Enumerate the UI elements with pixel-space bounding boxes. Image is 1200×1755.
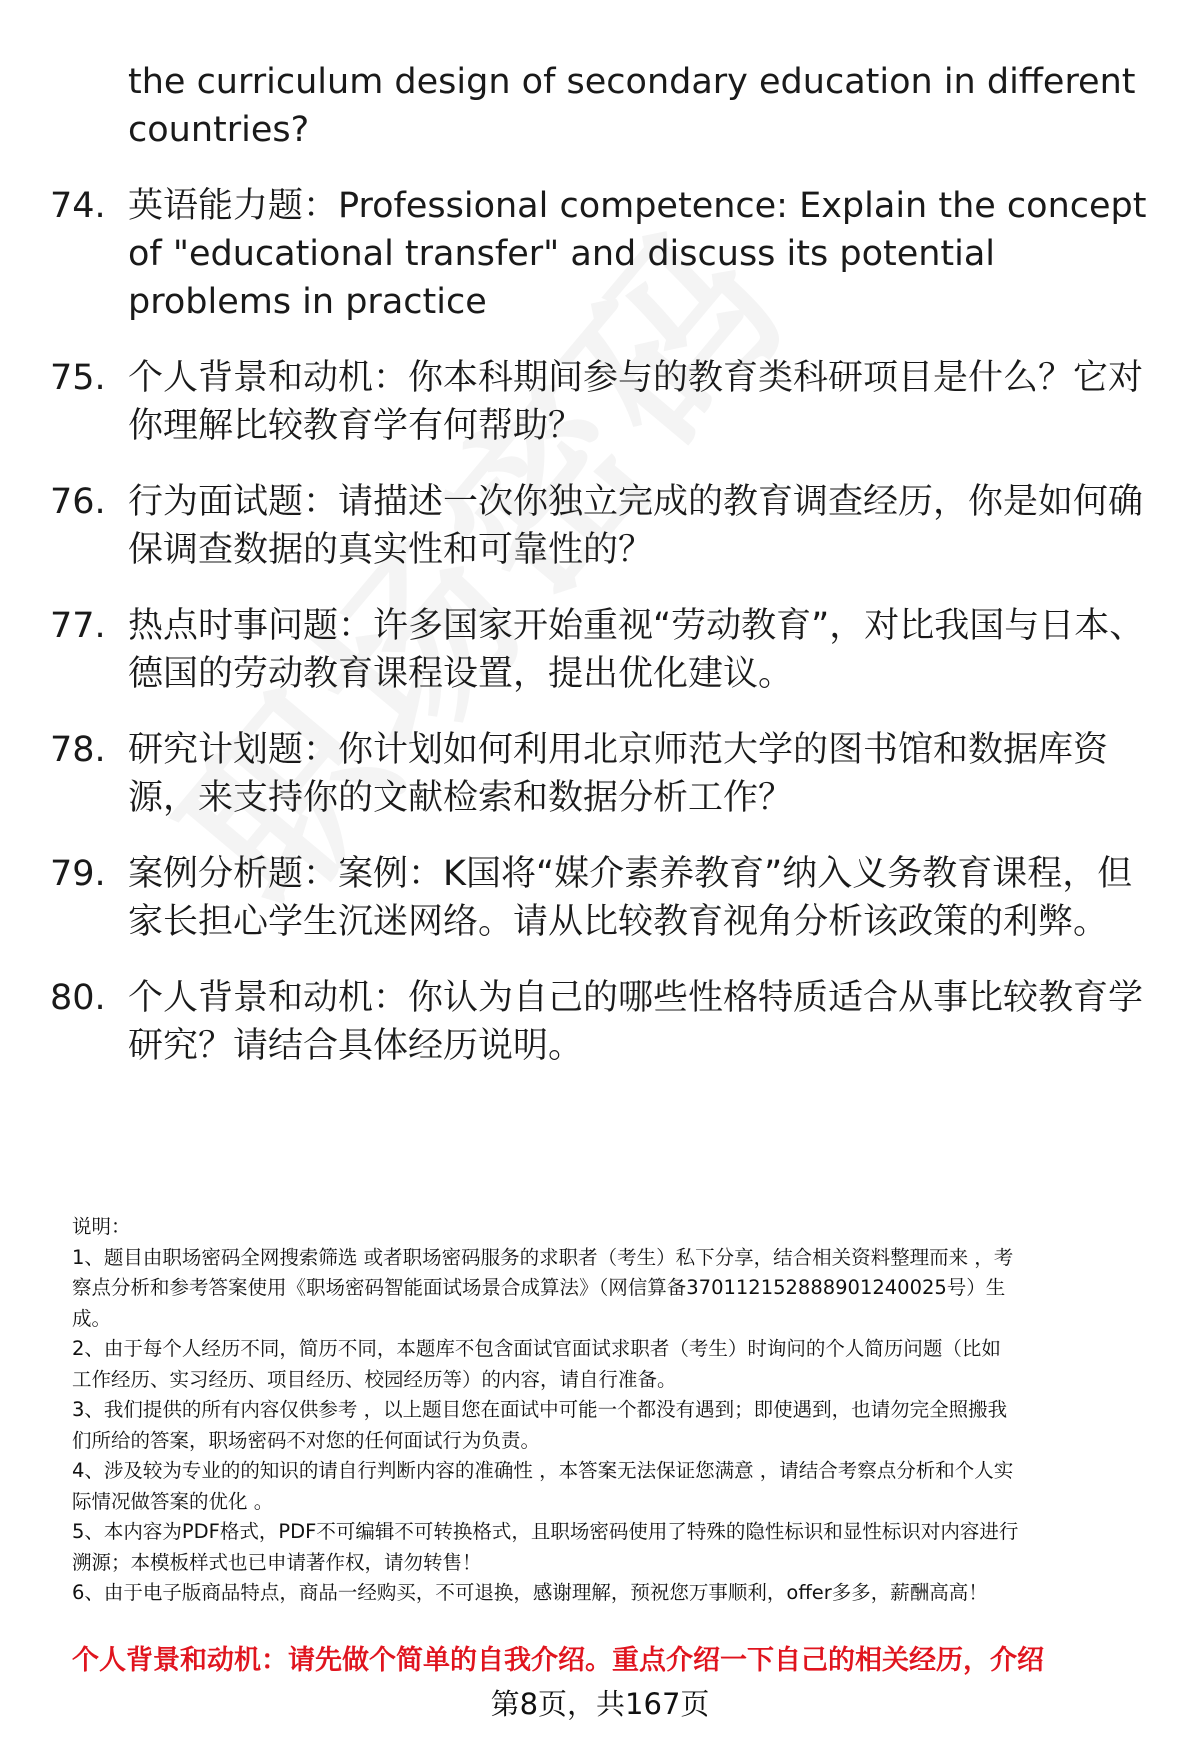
question-text: 行为面试题：请描述一次你独立完成的教育调查经历，你是如何确保调查数据的真实性和可靠性的？ (128, 482, 1144, 570)
question-continued-text: the curriculum design of secondary education in different countries? (128, 62, 1136, 150)
question-text: 英语能力题：Professional competence: Explain the concept of "educational transfer" and discuss its potential problems in practice (128, 186, 1147, 322)
page-indicator: 第8页，共167页 (490, 1687, 710, 1721)
note-line: 2、由于每个人经历不同，简历不同，本题库不包含面试官面试求职者（考生）时询问的个人简历问题（比如 (72, 1337, 1001, 1360)
question-item (50, 850, 1160, 946)
note-line: 溯源；本模板样式也已申请著作权，请勿转售！ (72, 1550, 482, 1574)
question-text: 案例分析题：案例：K国将“媒介素养教育”纳入义务教育课程，但家长担心学生沉迷网络。请从比较教育视角分析该政策的利弊。 (128, 854, 1133, 942)
question-text: 个人背景和动机：你认为自己的哪些性格特质适合从事比较教育学研究？请结合具体经历说明。 (128, 978, 1144, 1066)
note-line: 成。 (72, 1306, 112, 1330)
note-line: 际情况做答案的优化 。 (72, 1489, 274, 1513)
question-text: 研究计划题：你计划如何利用北京师范大学的图书馆和数据库资源，来支持你的文献检索和数据分析工作？ (128, 730, 1109, 818)
note-line: 察点分析和参考答案使用《职场密码智能面试场景合成算法》（网信算备370112152888901240025号）生 (72, 1276, 1006, 1299)
question-text: 热点时事问题：许多国家开始重视“劳动教育”，对比我国与日本、德国的劳动教育课程设置，提出优化建议。 (128, 606, 1145, 694)
next-question-preview: 个人背景和动机：请先做个简单的自我介绍。重点介绍一下自己的相关经历，介绍 (72, 1645, 1044, 1676)
question-number: 75. (50, 358, 106, 398)
question-number: 74. (50, 186, 106, 226)
question-item (50, 182, 1160, 326)
question-number: 80. (50, 978, 106, 1018)
question-number: 79. (50, 854, 106, 894)
note-line: 1、题目由职场密码全网搜索筛选 或者职场密码服务的求职者（考生）私下分享，结合相关资料整理而来 ，考 (72, 1245, 1014, 1269)
question-item (50, 354, 1160, 450)
question-list (50, 58, 1160, 1098)
note-line: 6、由于电子版商品特点，商品一经购买，不可退换，感谢理解，预祝您万事顺利，offer多多，薪酬高高！ (72, 1581, 988, 1604)
note-line: 5、本内容为PDF格式，PDF不可编辑不可转换格式，且职场密码使用了特殊的隐性标识和显性标识对内容进行 (72, 1520, 1019, 1543)
question-item (50, 726, 1160, 822)
note-line: 3、我们提供的所有内容仅供参考 ，以上题目您在面试中可能一个都没有遇到；即使遇到，也请勿完全照搬我 (72, 1398, 1008, 1421)
question-number: 76. (50, 482, 106, 522)
question-number: 78. (50, 730, 106, 770)
question-item (50, 478, 1160, 574)
question-item (50, 602, 1160, 698)
notes-title: 说明： (72, 1215, 131, 1238)
question-text: 个人背景和动机：你本科期间参与的教育类科研项目是什么？它对你理解比较教育学有何帮助？ (128, 358, 1144, 446)
question-item (50, 974, 1160, 1070)
note-line: 们所给的答案，职场密码不对您的任何面试行为负责。 (72, 1428, 541, 1452)
note-line: 4、涉及较为专业的的知识的请自行判断内容的准确性 ，本答案无法保证您满意 ，请结合考察点分析和个人实 (72, 1459, 1014, 1482)
note-line: 工作经历、实习经历、项目经历、校园经历等）的内容，请自行准备。 (72, 1367, 677, 1391)
notes-section (72, 1212, 1162, 1609)
question-number: 77. (50, 606, 106, 646)
